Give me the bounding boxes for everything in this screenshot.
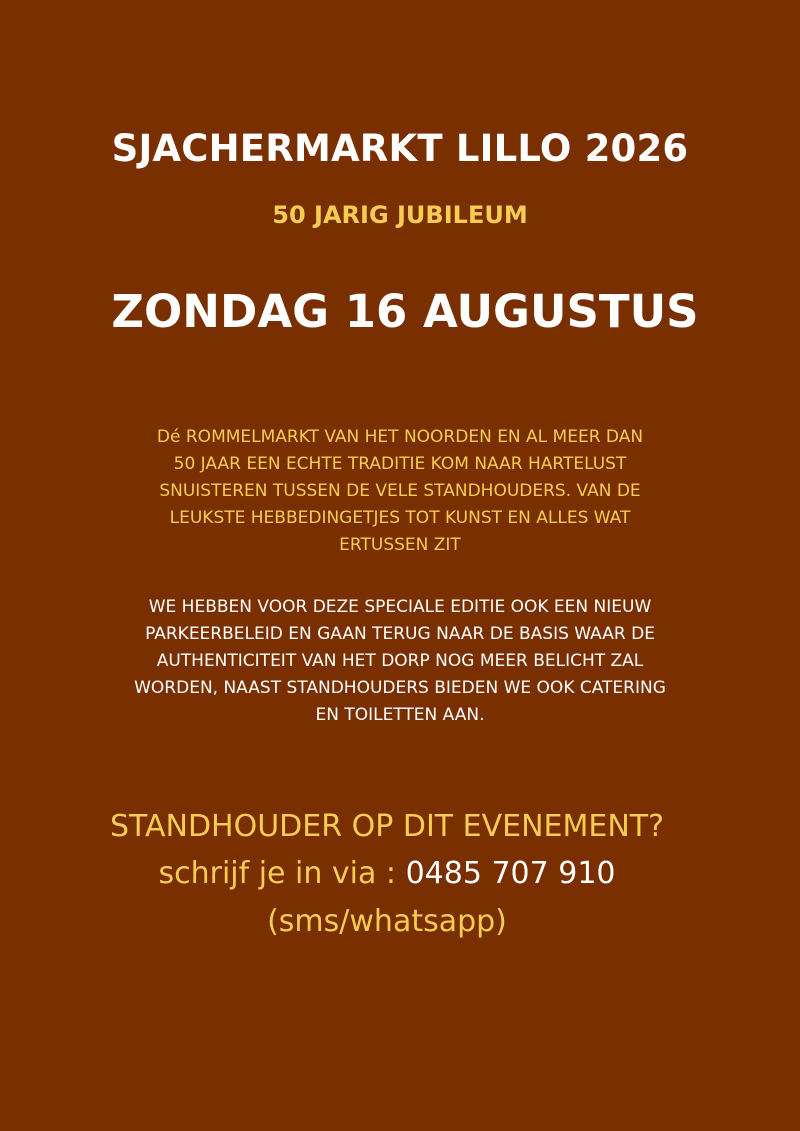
poster-title: SJACHERMARKT LILLO 2026 <box>111 127 689 170</box>
signup-line <box>0 850 787 898</box>
jubilee-subtitle: 50 JARIG JUBILEUM <box>272 201 528 229</box>
contact-channel: (sms/whatsapp) <box>267 904 507 939</box>
info-paragraph <box>80 594 720 729</box>
signup-label: schrijf je in via : <box>158 856 406 891</box>
info-line: WORDEN, NAAST STANDHOUDERS BIEDEN WE OOK CATERING <box>134 678 666 698</box>
event-date: ZONDAG 16 AUGUSTUS <box>111 285 699 338</box>
info-line: AUTHENTICITEIT VAN HET DORP NOG MEER BELICHT ZAL <box>156 651 644 671</box>
description-line: Dé ROMMELMARKT VAN HET NOORDEN EN AL MEER DAN <box>156 427 644 447</box>
description-paragraph <box>80 424 720 559</box>
info-line: PARKEERBELEID EN GAAN TERUG NAAR DE BASIS WAAR DE <box>145 624 655 644</box>
vendor-call-heading: STANDHOUDER OP DIT EVENEMENT? <box>109 809 665 844</box>
description-line: SNUISTEREN TUSSEN DE VELE STANDHOUDERS. VAN DE <box>159 481 641 501</box>
phone-number: 0485 707 910 <box>405 856 616 891</box>
description-line: 50 JAAR EEN ECHTE TRADITIE KOM NAAR HARTELUST <box>173 454 627 474</box>
description-line: ERTUSSEN ZIT <box>339 535 461 555</box>
info-line: WE HEBBEN VOOR DEZE SPECIALE EDITIE OOK EEN NIEUW <box>148 597 652 617</box>
description-line: LEUKSTE HEBBEDINGETJES TOT KUNST EN ALLES WAT <box>169 508 631 528</box>
info-line: EN TOILETTEN AAN. <box>315 705 485 725</box>
